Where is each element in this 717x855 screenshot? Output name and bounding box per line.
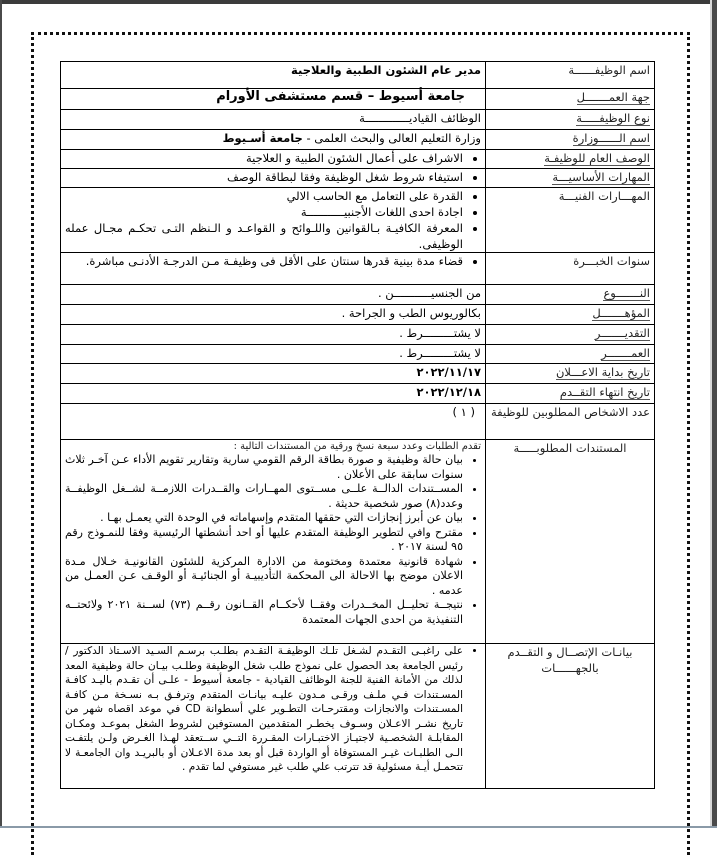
row-general-description (61, 150, 655, 169)
documents-intro: تقدم الطلبات وعدد سبعة نسخ ورقية من المستندات التالية : (233, 441, 481, 452)
list-item: • استيفاء شروط شغل الوظيفة وفقا لبطاقة الوصف (65, 169, 463, 185)
label-ministry (486, 130, 655, 150)
general-description-value (61, 150, 486, 169)
qualification-value: بكالوريوس الطب و الجراحة . (61, 305, 486, 325)
row-technical-skills (61, 188, 655, 253)
application-end-date: ٢٠٢٢/١٢/١٨ (61, 384, 486, 404)
label-text: جهة العمـــــــل (576, 90, 650, 104)
list-item: • قضاء مدة بينية قدرها سنتان على الأقل فى وظيفـة مـن الدرجـة الأدنـى مباشرة. (65, 253, 463, 269)
row-job-title (61, 62, 655, 89)
label-general-description (486, 150, 655, 169)
label-required-count (486, 404, 655, 440)
job-announcement-table (60, 61, 655, 789)
label-text: نوع الوظيفـــــة (576, 111, 650, 125)
label-job-title (486, 62, 655, 89)
label-text: عدد الاشخاص المطلوبين للوظيفة (490, 405, 650, 419)
label-text: اسم الــــــوزارة (572, 131, 650, 145)
row-experience (61, 253, 655, 285)
row-age (61, 345, 655, 364)
list-item: • بيان حالة وظيفية و صورة بطاقة الرقم القومي سارية وتقارير تقويم الأداء عـن آخـر ثلاث سنوات سابقة على الأعلان . (65, 453, 463, 482)
window-left-edge (0, 0, 2, 828)
row-announcement-start (61, 364, 655, 384)
list-item: • المســتندات الدالــة علــى مســتوى المهــارات والقــدرات اللازمــة لشــغل الوظيفــة وعدد(٨) صور شخصية حديثة . (65, 482, 463, 511)
label-text: النـــــــوع (603, 286, 650, 300)
list-item: • مقترح وافي لتطوير الوظيفة المتقدم عليها أو احد أنشطتها الرئيسية وفقا للنمـوذج رقم ٩٥ لسنة ٢٠١٧ . (65, 526, 463, 555)
label-age (486, 345, 655, 364)
label-experience (486, 253, 655, 285)
label-text: بيانـات الإتصــال و التقــدم بالجهــــــات (507, 645, 633, 675)
job-type-value: الوظائف القياديـــــــــــــة (61, 110, 486, 130)
label-qualification (486, 305, 655, 325)
label-text: التقديـــــــر (594, 326, 650, 340)
label-required-documents (486, 440, 655, 644)
label-gender (486, 285, 655, 305)
required-count-value: ( ١ ) (61, 404, 486, 440)
label-job-type (486, 110, 655, 130)
contact-info-value (61, 644, 486, 789)
list-item: • اجادة احدى اللغات الأجنبيـــــــــــة (65, 204, 463, 220)
row-required-documents (61, 440, 655, 644)
label-text: المستندات المطلوبـــــة (513, 441, 627, 455)
ministry-value (61, 130, 486, 150)
row-gender (61, 285, 655, 305)
list-item: • الاشراف على أعمال الشئون الطبية و العلاجية (65, 150, 463, 166)
announcement-start-date: ٢٠٢٢/١١/١٧ (61, 364, 486, 384)
ministry-text: وزارة التعليم العالى والبحث العلمى - (302, 131, 481, 145)
label-announcement-start (486, 364, 655, 384)
row-basic-skills (61, 169, 655, 188)
label-technical-skills (486, 188, 655, 253)
row-required-count (61, 404, 655, 440)
label-contact-info (486, 644, 655, 789)
list-item: • القدرة على التعامل مع الحاسب الالي (65, 188, 463, 204)
label-text: المهارات الأساسيـــة (552, 170, 650, 184)
age-value: لا يشتـــــــــرط . (61, 345, 486, 364)
row-job-type (61, 110, 655, 130)
label-text: اسم الوظيفــــــة (568, 63, 650, 77)
label-text: المؤهـــــــل (592, 306, 650, 320)
label-text: الوصف العام للوظيفـة (544, 151, 650, 165)
label-basic-skills (486, 169, 655, 188)
row-application-end (61, 384, 655, 404)
label-grade (486, 325, 655, 345)
label-text: العمـــــــر (601, 346, 650, 360)
label-text: تاريخ بداية الاعـــلان (555, 365, 650, 379)
basic-skills-value (61, 169, 486, 188)
row-contact-info (61, 644, 655, 789)
window-top-bar (0, 0, 717, 4)
grade-value: لا يشتـــــــــرط . (61, 325, 486, 345)
row-qualification (61, 305, 655, 325)
label-text: سنوات الخبـــرة (573, 254, 650, 268)
gender-value: من الجنسيـــــــــــن . (61, 285, 486, 305)
label-text: المهـــارات الفنيـــة (558, 189, 650, 203)
list-item: • شهادة قانونية معتمدة ومختومة من الادارة المركزية للشئون القانونيـة خـلال مـدة الاعلان موضح بها الاحالة الى المحكمة التأديبيـة أو الجنائيـة أو الوقـف عـن العمـل من عدمه . (65, 555, 463, 599)
list-item: • بيان عن أبرز إنجازات التي حققها المتقدم وإسهاماته في الوحدة التي يعمـل بهـا . (65, 511, 463, 526)
experience-value (61, 253, 486, 285)
label-application-end (486, 384, 655, 404)
job-title-value: مدير عام الشئون الطبية والعلاجية (61, 62, 486, 89)
label-text: تاريخ انتهاء التقــدم (559, 385, 650, 399)
technical-skills-value (61, 188, 486, 253)
list-item: • نتيجــة تحليــل المخــدرات وفقــا لأحكــام القــانون رقــم (٧٣) لســنة ٢٠٢١ ولائحتــه التنفيذية من احدى الجهات المعتمدة (65, 598, 463, 627)
row-employer (61, 89, 655, 110)
list-item: • على راغبـى التقـدم لشـغل تلـك الوظيفـة التقـدم بطلـب برسـم السـيد الاسـتاذ الدكتور / رئيس الجامعة بعد الحصول على نموذج طلب شغل الوظيفة وطلـب بيـان حالة وظيفية المعد لذلك من الأمانة الفنية للجنة الوظائف القيادية - جامعة أسيوط - علـى أن تقـدم باليـد كافـة المسـتندات فـي ملـف ورقـى مـدون عليـه بيانـات المتقدم وترفـق بـه نسـخة مـن كافـة المسـتندات والانجازات ومقترحـات التطـوير علي أسطوانة CD في موعد اقصاه شهر من تاريخ نشـر الاعـلان وسـوف يخطـر المتقدمين المستوفين لشروط الشغل بموعـد ومكـان المقابلـة الشخصـية لاجتيـاز الاختبـارات المقـررة التــي ســتعقد لهـذا الغـرض ولـن يلتفـت الـى الطلبـات غيـر المستوفاة أو الواردة قبل أو بعد مدة الاعـلان أو بالبريـد وان الجامعـة لا تتحمـل أيـة مسئولية قد تترتب علي طلب غير مستوفي لما تقدم . (65, 644, 463, 775)
row-ministry (61, 130, 655, 150)
university-name: جامعة أسـيوط (222, 131, 303, 145)
employer-value: جامعة أسيوط – قسم مستشفى الأورام (61, 89, 486, 110)
list-item: • المعرفة الكافيـة بـالقوانين واللـوائح و القواعـد و الـنظم التـى تحكـم مجـال عمله الوظيفى. (65, 220, 463, 252)
label-employer (486, 89, 655, 110)
window-right-scroll-edge (710, 0, 717, 828)
required-documents-value (61, 440, 486, 644)
row-grade (61, 325, 655, 345)
